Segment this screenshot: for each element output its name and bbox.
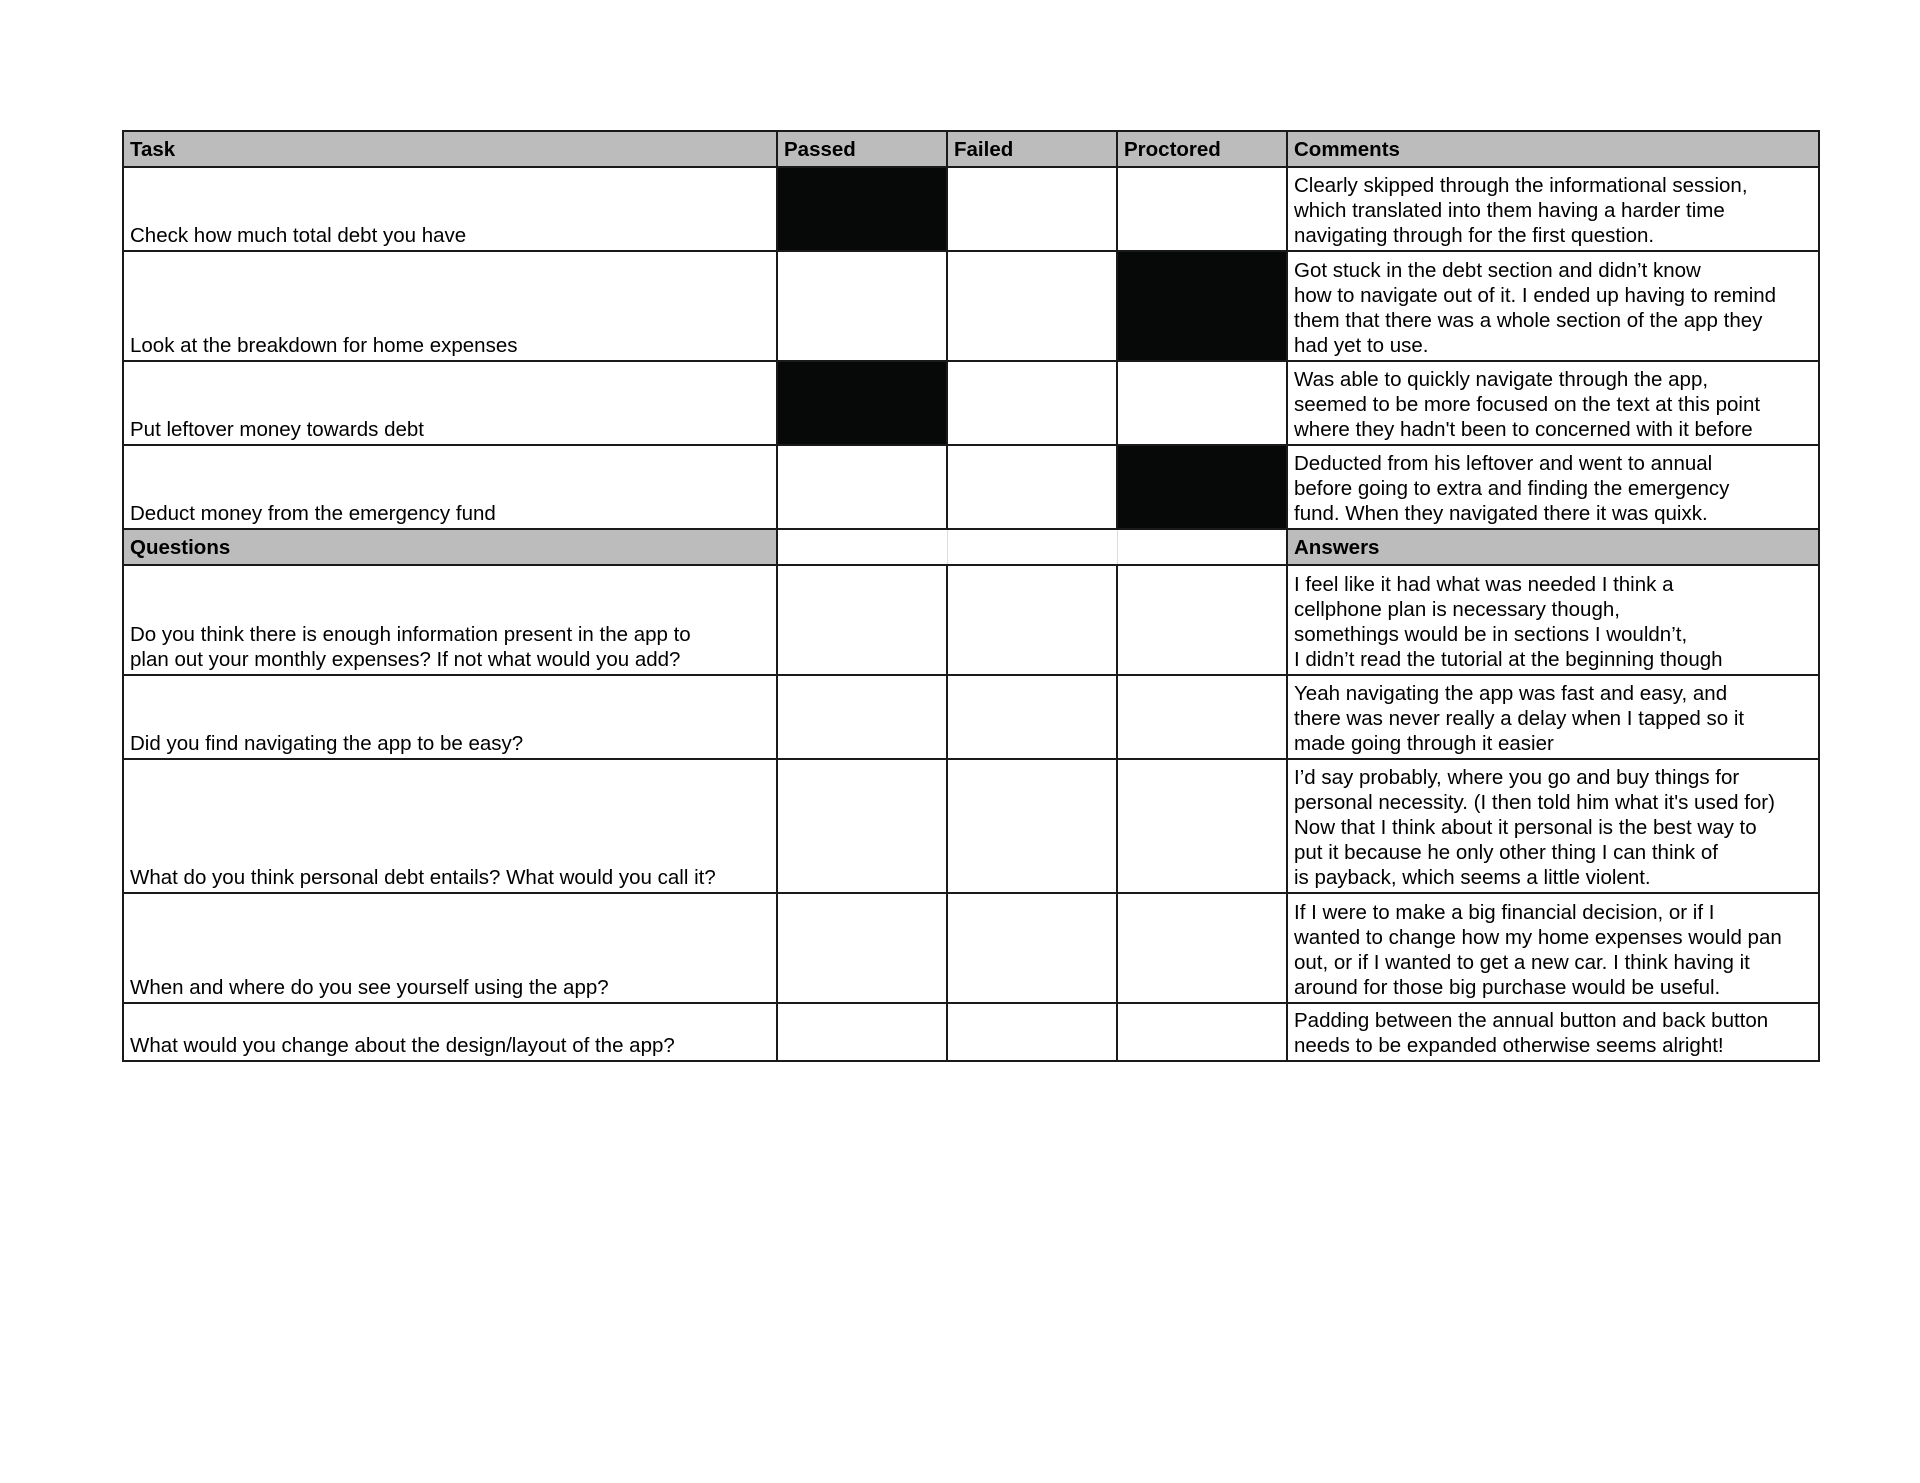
comment-line: before going to extra and finding the emergency [1294,477,1730,500]
answers-column-header: Answers [1287,529,1819,565]
question-line: What would you change about the design/layout of the app? [130,1034,675,1057]
task-comment [1287,251,1819,361]
answer-line: somethings would be in sections I wouldn’t, [1294,623,1688,646]
answer-line: out, or if I wanted to get a new car. I think having it [1294,951,1750,974]
question-row [123,759,1819,893]
failed-cell [947,445,1117,529]
answer-line: If I were to make a big financial decision, or if I [1294,901,1715,924]
question-answer [1287,565,1819,675]
task-comment [1287,361,1819,445]
comment-line: them that there was a whole section of the app they [1294,309,1763,332]
proctored-cell [1117,565,1287,675]
task-comment [1287,167,1819,251]
question-line: plan out your monthly expenses? If not what would you add? [130,648,681,671]
answer-line: cellphone plan is necessary though, [1294,598,1620,621]
comment-line: Got stuck in the debt section and didn’t know [1294,259,1701,282]
question-answer [1287,893,1819,1003]
comments-column-header: Comments [1287,131,1819,167]
question-answer [1287,675,1819,759]
task-label: Deduct money from the emergency fund [123,445,777,529]
question-line: When and where do you see yourself using the app? [130,976,609,999]
passed-cell [777,445,947,529]
answer-line: Yeah navigating the app was fast and easy, and [1294,682,1728,705]
blank-header-cell [777,529,947,565]
answer-line: is payback, which seems a little violent. [1294,866,1651,889]
usability-test-table [122,130,1820,1062]
task-label: Look at the breakdown for home expenses [123,251,777,361]
answer-line: Now that I think about it personal is the best way to [1294,816,1757,839]
question-line: What do you think personal debt entails? What would you call it? [130,866,716,889]
question-label [123,759,777,893]
failed-cell [947,675,1117,759]
comment-line: seemed to be more focused on the text at this point [1294,393,1761,416]
task-comment [1287,445,1819,529]
question-row [123,1003,1819,1061]
failed-cell [947,1003,1117,1061]
task-column-header: Task [123,131,777,167]
answer-line: around for those big purchase would be useful. [1294,976,1721,999]
proctored-cell [1117,167,1287,251]
passed-cell [777,893,947,1003]
failed-cell [947,251,1117,361]
question-label [123,1003,777,1061]
proctored-column-header: Proctored [1117,131,1287,167]
blank-header-cell [947,529,1117,565]
comment-line: where they hadn't been to concerned with it before [1294,418,1753,441]
proctored-cell [1117,1003,1287,1061]
comment-line: Deducted from his leftover and went to annual [1294,452,1713,475]
comment-line: had yet to use. [1294,334,1429,357]
comment-line: Clearly skipped through the informational session, [1294,174,1748,197]
answer-line: needs to be expanded otherwise seems alright! [1294,1034,1724,1057]
passed-mark [777,361,947,445]
failed-cell [947,167,1117,251]
proctored-mark [1117,251,1287,361]
comment-line: which translated into them having a harder time [1294,199,1725,222]
question-row [123,893,1819,1003]
blank-header-cell [1117,529,1287,565]
task-row [123,167,1819,251]
answer-line: put it because he only other thing I can think of [1294,841,1718,864]
comment-line: Was able to quickly navigate through the app, [1294,368,1709,391]
task-row [123,361,1819,445]
failed-cell [947,361,1117,445]
question-line: Did you find navigating the app to be easy? [130,732,524,755]
answer-line: I feel like it had what was needed I think a [1294,573,1674,596]
passed-cell [777,565,947,675]
proctored-cell [1117,759,1287,893]
passed-cell [777,1003,947,1061]
questions-column-header: Questions [123,529,777,565]
failed-column-header: Failed [947,131,1117,167]
question-line: Do you think there is enough information present in the app to [130,623,691,646]
comment-line: navigating through for the first question. [1294,224,1655,247]
passed-cell [777,759,947,893]
answer-line: wanted to change how my home expenses would pan [1294,926,1782,949]
task-row [123,251,1819,361]
answer-line: I didn’t read the tutorial at the beginning though [1294,648,1723,671]
passed-mark [777,167,947,251]
comment-line: how to navigate out of it. I ended up having to remind [1294,284,1777,307]
answer-line: Padding between the annual button and back button [1294,1009,1769,1032]
failed-cell [947,759,1117,893]
question-row [123,565,1819,675]
questions-header-row [123,529,1819,565]
task-header-row [123,131,1819,167]
answer-line: there was never really a delay when I tapped so it [1294,707,1745,730]
answer-line: made going through it easier [1294,732,1554,755]
proctored-cell [1117,675,1287,759]
answer-line: personal necessity. (I then told him what it's used for) [1294,791,1775,814]
task-row [123,445,1819,529]
question-row [123,675,1819,759]
comment-line: fund. When they navigated there it was quixk. [1294,502,1708,525]
passed-cell [777,251,947,361]
proctored-cell [1117,361,1287,445]
question-answer [1287,1003,1819,1061]
failed-cell [947,893,1117,1003]
proctored-mark [1117,445,1287,529]
question-label [123,893,777,1003]
answer-line: I’d say probably, where you go and buy things for [1294,766,1740,789]
question-answer [1287,759,1819,893]
question-label [123,565,777,675]
passed-cell [777,675,947,759]
task-label: Put leftover money towards debt [123,361,777,445]
passed-column-header: Passed [777,131,947,167]
question-label [123,675,777,759]
proctored-cell [1117,893,1287,1003]
task-label: Check how much total debt you have [123,167,777,251]
failed-cell [947,565,1117,675]
